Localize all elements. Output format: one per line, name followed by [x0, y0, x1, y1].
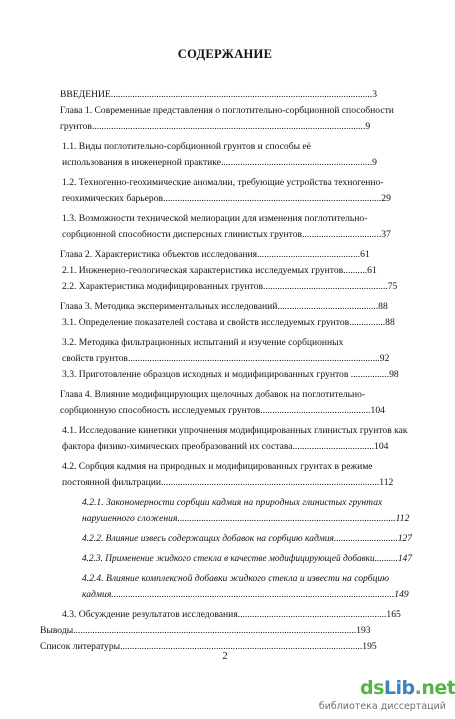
- watermark-logo-text: [360, 677, 455, 699]
- toc-entry-text: 4.2.4. Влияние комплексной добавки жидкого стекла и извести на сорбцию: [82, 573, 389, 584]
- toc-entry-text: Список литературы.....................................................................................................195: [40, 641, 377, 652]
- toc-entry-text: ВВЕДЕНИЕ.............................................................................................................3: [60, 89, 378, 100]
- toc-entry: [0, 118, 450, 136]
- toc-entry: [0, 154, 450, 172]
- toc-entry: [0, 314, 450, 332]
- watermark-logo-net: .net: [414, 677, 455, 699]
- dslib-watermark-logo: [318, 677, 455, 717]
- toc-entry-text: 3.3. Приготовление образцов исходных и модифицированных грунтов ................98: [62, 369, 399, 380]
- toc-entry-text: фактора физико-химических преобразований их состава..................................104: [62, 441, 389, 452]
- toc-entry-text: Глава 1. Современные представления о поглотительно-сорбционной способности: [60, 105, 394, 116]
- toc-entry-text: 3.2. Методика фильтрационных испытаний и изучение сорбционных: [62, 337, 344, 348]
- toc-entry-text: 4.2.3. Применение жидкого стекла в качестве модифицирующей добавки..........147: [82, 553, 412, 564]
- toc-entry-text: сорбционной способности дисперсных глинистых грунтов.................................37: [62, 229, 391, 240]
- toc-entry-text: Глава 4. Влияние модифицирующих щелочных добавок на поглотительно-: [60, 389, 366, 400]
- toc-entry: [0, 190, 450, 208]
- toc-entry: [0, 474, 450, 492]
- watermark-tagline: библиотека диссертаций: [318, 701, 446, 712]
- toc-entry: [0, 550, 450, 568]
- toc-entry-text: Глава 3. Методика экспериментальных исследований..........................................88: [60, 301, 388, 312]
- toc-entry-text: 4.2.1. Закономерности сорбции кадмия на природных глинистых грунтах: [82, 497, 383, 508]
- toc-entry-text: использования в инженерной практике...............................................................9: [62, 157, 377, 168]
- toc-entry: [0, 366, 450, 384]
- toc-entry: [0, 510, 450, 528]
- page-number: 2: [222, 651, 228, 662]
- toc-entry-text: нарушенного сложения...........................................................................................112: [82, 513, 410, 524]
- toc-entry-text: 2.2. Характеристика модифицированных грунтов....................................................75: [62, 281, 398, 292]
- toc-entry-text: 4.3. Обсуждение результатов исследования..............................................................165: [62, 609, 401, 620]
- toc-entry: [0, 586, 450, 604]
- toc-entry: [0, 438, 450, 456]
- page-title: СОДЕРЖАНИЕ: [177, 47, 273, 61]
- watermark-logo-ds: ds: [360, 677, 384, 699]
- toc-entry-text: 1.1. Виды поглотительно-сорбционной грунтов и способы её: [62, 141, 311, 152]
- toc-entry-text: Глава 2. Характеристика объектов исследования...........................................61: [60, 249, 370, 260]
- toc-entry-text: кадмия......................................................................................................................149: [82, 589, 409, 600]
- toc-entry-text: 1.2. Техногенно-геохимические аномалии, требующие устройства техногенно-: [62, 177, 384, 188]
- toc-entry-text: 4.2.2. Влияние извесь содержащих добавок на сорбцию кадмия...........................127: [82, 533, 413, 544]
- toc-entry-text: свойств грунтов.........................................................................................................92: [62, 353, 390, 364]
- watermark-logo-lib: Lib: [383, 677, 415, 699]
- toc-entry: [0, 530, 450, 548]
- toc-entry-text: постоянной фильтрации...........................................................................................112: [62, 477, 394, 488]
- toc-entry-text: 4.2. Сорбция кадмия на природных и модифицированных грунтах в режиме: [62, 461, 373, 472]
- toc-entry-text: геохимических барьеров...........................................................................................29: [62, 193, 391, 204]
- toc-entry: [0, 278, 450, 296]
- toc-entry-text: Выводы......................................................................................................................193: [40, 625, 371, 636]
- toc-entry: [0, 226, 450, 244]
- toc-entry-text: 4.1. Исследование кинетики упрочнения модифицированных глинистых грунтов как: [62, 425, 408, 436]
- toc-entry: [0, 402, 450, 420]
- toc-entry-text: 1.3. Возможности технической мелиорации для изменения поглотительно-: [62, 213, 368, 224]
- toc-entry-text: 2.1. Инженерно-геологическая характеристика исследуемых грунтов..........61: [62, 265, 377, 276]
- toc-entry-text: сорбционную способность исследуемых грунтов..............................................104: [60, 405, 385, 416]
- toc-entry-text: 3.1. Определение показателей состава и свойств исследуемых грунтов...............88: [62, 317, 395, 328]
- toc-entry-text: грунтов..................................................................................................................9: [60, 121, 371, 132]
